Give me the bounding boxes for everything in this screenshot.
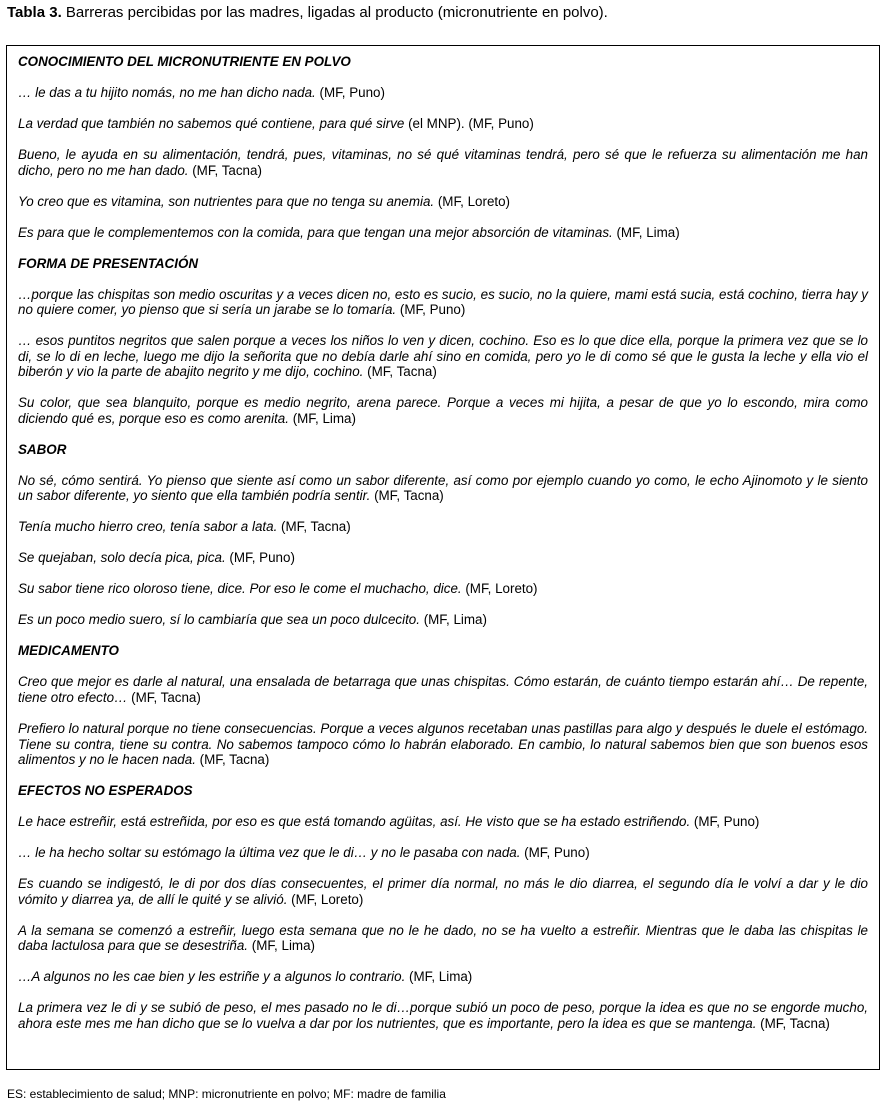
quote-source: (MF, Loreto)	[434, 193, 511, 209]
quotes-table	[6, 45, 880, 1070]
quote-item	[18, 845, 868, 861]
quote-item	[18, 519, 868, 535]
quote-source: (MF, Puno)	[396, 302, 466, 318]
quote-text: No sé, cómo sentirá. Yo pienso que siente así como un sabor diferente, así como por ejemplo cuando yo como, le echo Ajinomoto y le siento un sabor diferente, yo siento que ella también podría sentir.	[18, 472, 868, 504]
table-section	[18, 54, 868, 240]
table-footnote: ES: establecimiento de salud; MNP: micronutriente en polvo; MF: madre de familia	[7, 1087, 446, 1101]
quote-source: (MF, Tacna)	[756, 1015, 830, 1031]
quote-source: (MF, Tacna)	[127, 689, 201, 705]
quote-text: Prefiero lo natural porque no tiene consecuencias. Porque a veces algunos recetaban unas pastillas para algo y después le duele el estómago. Tiene su contra, tiene su contra. No sabemos tampoco cómo lo habrán elaborado. En cambio, lo natural sabemos bien que son buenos esos alimentos y no le hacen nada.	[18, 720, 868, 768]
quote-item	[18, 225, 868, 241]
quote-text: Su sabor tiene rico oloroso tiene, dice. Por eso le come el muchacho, dice.	[18, 581, 462, 597]
quote-source: (MF, Lima)	[405, 969, 473, 985]
quote-text: La primera vez le di y se subió de peso, el mes pasado no le di…porque subió un poco de peso, porque la idea es que no se engorde mucho, ahora este mes me han dicho que se lo vuelva a dar por los nutrientes, que es importante, pero la idea es que se mantenga.	[18, 1000, 868, 1031]
quote-item	[18, 147, 868, 178]
quote-text: Es un poco medio suero, sí lo cambiaría que sea un poco dulcecito.	[18, 612, 420, 628]
quote-source: (MF, Tacna)	[195, 752, 270, 768]
quote-source: (MF, Lima)	[612, 224, 680, 240]
quote-item	[18, 287, 868, 318]
quote-source: (MF, Tacna)	[370, 488, 444, 504]
quote-item	[18, 473, 868, 504]
quote-source: (MF, Puno)	[315, 85, 385, 100]
quote-source: (MF, Lima)	[419, 612, 487, 628]
quote-text: Su color, que sea blanquito, porque es medio negrito, arena parece. Porque a veces mi hijita, a pesar de que yo lo escondo, mira como diciendo qué es, porque eso es como arenita.	[18, 395, 868, 426]
table-section	[18, 256, 868, 427]
table-caption-text: Barreras percibidas por las madres, ligadas al producto (micronutriente en polvo).	[61, 4, 608, 21]
quote-source: (MF, Tacna)	[188, 162, 262, 178]
quote-text: … le das a tu hijito nomás, no me han dicho nada.	[18, 85, 316, 100]
quote-source: (el MNP). (MF, Puno)	[404, 115, 534, 131]
quote-source: (MF, Loreto)	[461, 581, 538, 597]
table-caption-label: Tabla 3.	[7, 4, 62, 21]
table-section	[18, 783, 868, 1031]
quote-text: Es para que le complementemos con la comida, para que tengan una mejor absorción de vitaminas.	[18, 224, 613, 240]
quote-text: … esos puntitos negritos que salen porque a veces los niños lo ven y dicen, cochino. Eso es lo que dice ella, porque la primera vez que se lo di, se lo di en leche, luego me dijo la señorita que no debía darle ahí sino en comida, pero yo le di como sé que le gusta la leche y ella vio el biberón y vio la parte de abajito negrito y me dijo, cochino.	[18, 333, 868, 380]
quote-text: Le hace estreñir, está estreñida, por eso es que está tomando agüitas, así. He visto que se ha estado estriñendo.	[18, 814, 691, 830]
table-caption	[7, 4, 877, 22]
quote-item	[18, 395, 868, 426]
quote-text: Se quejaban, solo decía pica, pica.	[18, 550, 226, 566]
quote-text: Creo que mejor es darle al natural, una ensalada de betarraga que unas chispitas. Cómo estarán, de cuánto tiempo estarán ahí… De repente, tiene otro efecto…	[18, 674, 868, 705]
quote-text: …porque las chispitas son medio oscuritas y a veces dicen no, esto es sucio, es sucio, no la quiere, mami está sucia, está cochino, tierra hay y no quiere comer, yo pienso que si sería un jarabe se lo tomaría.	[18, 286, 868, 318]
quote-source: (MF, Puno)	[690, 814, 760, 830]
quote-item	[18, 612, 868, 628]
quote-item	[18, 85, 868, 101]
quote-item	[18, 876, 868, 907]
table-section	[18, 442, 868, 628]
section-heading: SABOR	[18, 441, 67, 457]
quote-text: A la semana se comenzó a estreñir, luego esta semana que no le he dado, no se ha vuelto a estreñir. Mientras que le daba las chispitas le daba lactulosa para que se desestriña.	[18, 922, 868, 954]
quote-source: (MF, Tacna)	[277, 519, 351, 535]
quote-item	[18, 116, 868, 132]
quote-source: (MF, Puno)	[520, 845, 590, 861]
quote-item	[18, 969, 868, 985]
section-heading: MEDICAMENTO	[18, 643, 119, 659]
quote-source: (MF, Lima)	[288, 410, 356, 426]
quote-source: (MF, Puno)	[225, 550, 295, 566]
quote-text: La verdad que también no sabemos qué contiene, para qué sirve	[18, 115, 405, 131]
section-heading: EFECTOS NO ESPERADOS	[18, 783, 193, 799]
section-heading: CONOCIMIENTO DEL MICRONUTRIENTE EN POLVO	[18, 54, 351, 69]
quote-source: (MF, Loreto)	[287, 891, 364, 907]
quote-item	[18, 581, 868, 597]
table-section	[18, 643, 868, 767]
section-heading: FORMA DE PRESENTACIÓN	[18, 255, 199, 271]
quote-item	[18, 194, 868, 210]
quote-item	[18, 550, 868, 566]
quote-source: (MF, Lima)	[248, 938, 315, 954]
quote-item	[18, 1000, 868, 1031]
quote-text: …A algunos no les cae bien y les estriñe y a algunos lo contrario.	[18, 969, 406, 985]
quote-item	[18, 674, 868, 705]
quote-text: Bueno, le ayuda en su alimentación, tendrá, pues, vitaminas, no sé qué vitaminas tendrá, pero sé que le refuerza su alimentación me han dicho, pero no me han dado.	[18, 146, 868, 178]
quote-text: Es cuando se indigestó, le di por dos días consecuentes, el primer día normal, no más le dio diarrea, el segundo día le volví a dar y le dio vómito y diarrea ya, de allí le quité y se alivió.	[18, 876, 868, 907]
quote-item	[18, 333, 868, 380]
quote-text: … le ha hecho soltar su estómago la última vez que le di… y no le pasaba con nada.	[18, 845, 521, 861]
quote-source: (MF, Tacna)	[363, 364, 437, 380]
quote-text: Tenía mucho hierro creo, tenía sabor a lata.	[18, 519, 278, 535]
quote-item	[18, 814, 868, 830]
quote-text: Yo creo que es vitamina, son nutrientes para que no tenga su anemia.	[18, 193, 435, 209]
quote-item	[18, 923, 868, 954]
quote-item	[18, 721, 868, 768]
